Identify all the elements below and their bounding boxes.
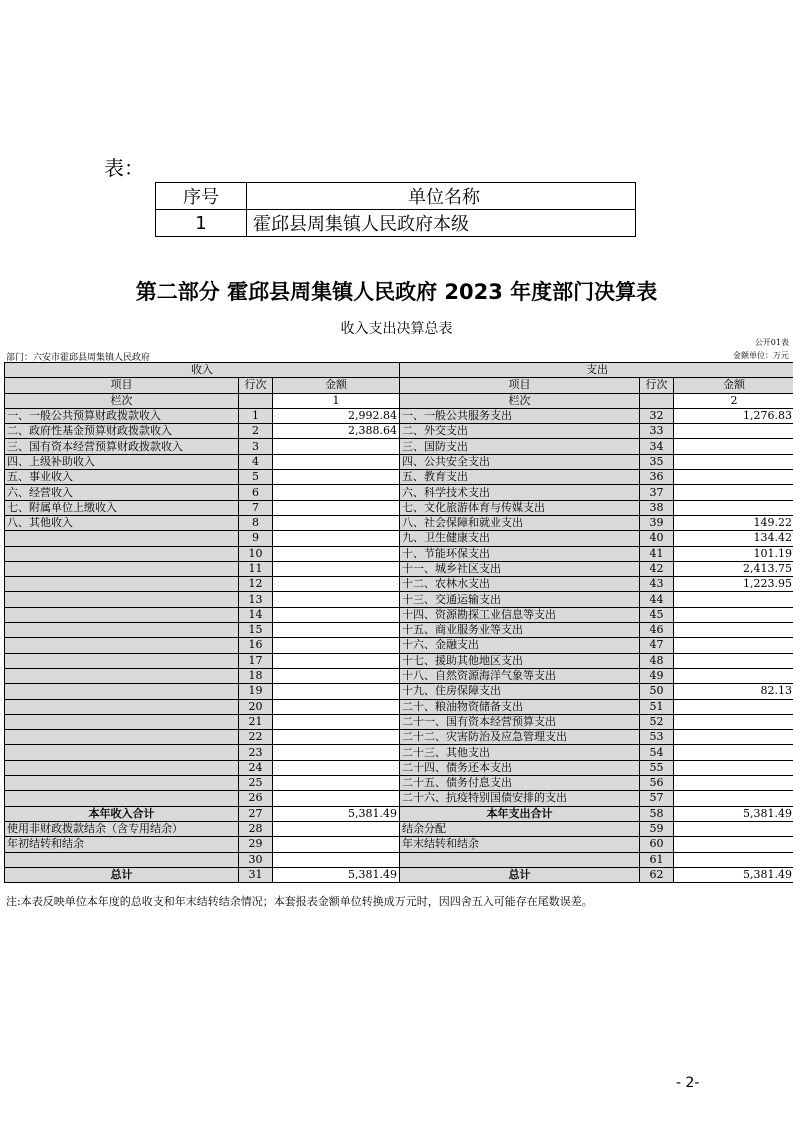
income-expense-table: [4, 362, 793, 883]
income-row-no: 27: [239, 806, 273, 821]
expense-amount: [674, 500, 793, 515]
income-row-no: 13: [239, 592, 273, 607]
section-header-row: [5, 363, 793, 378]
expense-row-no: 36: [640, 470, 674, 485]
income-item: [5, 791, 239, 806]
expense-row-no: 44: [640, 592, 674, 607]
income-row-no-header: 行次: [239, 378, 273, 393]
expense-item: 二十、粮油物资储备支出: [400, 699, 640, 714]
column-number-row: [5, 393, 793, 408]
income-amount: [273, 577, 400, 592]
income-item: 五、事业收入: [5, 470, 239, 485]
income-row-no: 17: [239, 653, 273, 668]
table-row: [5, 821, 793, 836]
expense-item: 六、科学技术支出: [400, 485, 640, 500]
expense-row-no: 45: [640, 607, 674, 622]
expense-row-no: 51: [640, 699, 674, 714]
expense-amount: [674, 668, 793, 683]
income-item: 使用非财政拨款结余（含专用结余）: [5, 821, 239, 836]
income-amount: [273, 500, 400, 515]
expense-row-no: 50: [640, 684, 674, 699]
income-amount: [273, 485, 400, 500]
expense-row-no: 41: [640, 546, 674, 561]
income-row-no: 28: [239, 821, 273, 836]
income-amount: [273, 684, 400, 699]
expense-item: 二十五、债务付息支出: [400, 776, 640, 791]
expense-amount: [674, 592, 793, 607]
expense-amount: 1,276.83: [674, 408, 793, 423]
income-row-no: 15: [239, 623, 273, 638]
income-item: [5, 730, 239, 745]
income-expense-rows: [5, 408, 793, 882]
income-row-no: 11: [239, 561, 273, 576]
expense-row-no: 55: [640, 760, 674, 775]
income-lanci-label: 栏次: [5, 393, 239, 408]
income-row-no: 10: [239, 546, 273, 561]
expense-amount: 5,381.49: [674, 867, 793, 882]
table-row: [5, 760, 793, 775]
income-amount: [273, 745, 400, 760]
income-row-no: 9: [239, 531, 273, 546]
expense-item: 二十一、国有资本经营预算支出: [400, 714, 640, 729]
expense-amount: [674, 485, 793, 500]
income-row-no: 4: [239, 454, 273, 469]
income-item: 四、上级补助收入: [5, 454, 239, 469]
table-title: 收入支出决算总表: [340, 321, 453, 337]
income-amount: 5,381.49: [273, 867, 400, 882]
expense-item: 一、一般公共服务支出: [400, 408, 640, 423]
expense-amount: [674, 439, 793, 454]
income-row-no: 8: [239, 515, 273, 530]
table-row: [5, 485, 793, 500]
department-label: 部门：六安市霍邱县周集镇人民政府: [6, 353, 151, 363]
unit-name-header: 单位名称: [247, 183, 636, 210]
income-amount: 2,992.84: [273, 408, 400, 423]
income-row-no: 7: [239, 500, 273, 515]
expense-item: 四、公共安全支出: [400, 454, 640, 469]
expense-amount: 149.22: [674, 515, 793, 530]
income-amount: [273, 561, 400, 576]
expense-item: 五、教育支出: [400, 470, 640, 485]
unit-name: 霍邱县周集镇人民政府本级: [247, 210, 636, 237]
expense-row-no: 33: [640, 424, 674, 439]
expense-row-no: 58: [640, 806, 674, 821]
unit-no: 1: [156, 210, 247, 237]
expense-amount: [674, 424, 793, 439]
expense-item: 十四、资源勘探工业信息等支出: [400, 607, 640, 622]
unit-list-header-row: [156, 183, 636, 210]
income-row-no: 19: [239, 684, 273, 699]
expense-item: 七、文化旅游体育与传媒支出: [400, 500, 640, 515]
expense-row-no: 57: [640, 791, 674, 806]
expense-row-no: 61: [640, 852, 674, 867]
table-row: [5, 577, 793, 592]
unit-no-header: 序号: [156, 183, 247, 210]
unit-list-table: [155, 182, 636, 237]
expense-lanci-label: 栏次: [400, 393, 640, 408]
income-item: [5, 623, 239, 638]
income-item: [5, 714, 239, 729]
income-item: [5, 852, 239, 867]
income-column-number: 1: [273, 393, 400, 408]
income-amount: [273, 470, 400, 485]
expense-row-no: 38: [640, 500, 674, 515]
expense-amount: 134.42: [674, 531, 793, 546]
income-amount: [273, 760, 400, 775]
expense-item: 总计: [400, 867, 640, 882]
table-row: [5, 408, 793, 423]
income-item: [5, 607, 239, 622]
income-row-no: 25: [239, 776, 273, 791]
expense-row-no-header: 行次: [640, 378, 674, 393]
table-row: [5, 638, 793, 653]
expense-row-no: 54: [640, 745, 674, 760]
income-row-no: 3: [239, 439, 273, 454]
expense-amount: [674, 607, 793, 622]
expense-row-no: 46: [640, 623, 674, 638]
table-row: [5, 607, 793, 622]
table-row: [5, 653, 793, 668]
table-row: [5, 592, 793, 607]
table-row: [5, 531, 793, 546]
income-row-no: 1: [239, 408, 273, 423]
table-row: [5, 561, 793, 576]
expense-item: 十二、农林水支出: [400, 577, 640, 592]
expense-row-no: 32: [640, 408, 674, 423]
expense-amount: [674, 714, 793, 729]
expense-amount: [674, 623, 793, 638]
expense-amount: [674, 776, 793, 791]
expense-item-header: 项目: [400, 378, 640, 393]
table-row: [5, 470, 793, 485]
income-amount: [273, 515, 400, 530]
table-intro-label: 表：: [104, 156, 144, 180]
expense-row-no: 49: [640, 668, 674, 683]
income-item: [5, 638, 239, 653]
table-row: [5, 439, 793, 454]
income-row-no: 22: [239, 730, 273, 745]
expense-amount: [674, 852, 793, 867]
expense-row-no: 56: [640, 776, 674, 791]
page-number: - 2-: [676, 1075, 700, 1091]
table-row: [5, 684, 793, 699]
income-row-no: 26: [239, 791, 273, 806]
income-item: 二、政府性基金预算财政拨款收入: [5, 424, 239, 439]
income-amount: [273, 607, 400, 622]
expense-item: 九、卫生健康支出: [400, 531, 640, 546]
income-amount: [273, 592, 400, 607]
expense-amount-header: 金额: [674, 378, 793, 393]
income-row-no: 14: [239, 607, 273, 622]
expense-amount: [674, 653, 793, 668]
income-row-no: 24: [239, 760, 273, 775]
table-row: [5, 714, 793, 729]
table-row: [5, 806, 793, 821]
income-item-header: 项目: [5, 378, 239, 393]
income-item: 年初结转和结余: [5, 837, 239, 852]
income-row-no: 29: [239, 837, 273, 852]
table-row: [5, 791, 793, 806]
expense-item: 十七、援助其他地区支出: [400, 653, 640, 668]
income-row-no: 23: [239, 745, 273, 760]
expense-row-no: 59: [640, 821, 674, 836]
income-row-no: 20: [239, 699, 273, 714]
income-item: [5, 776, 239, 791]
expense-item: 结余分配: [400, 821, 640, 836]
income-item: [5, 531, 239, 546]
income-amount: [273, 791, 400, 806]
income-amount: [273, 653, 400, 668]
income-amount: [273, 714, 400, 729]
expense-item: 二、外交支出: [400, 424, 640, 439]
income-item: 三、国有资本经营预算财政拨款收入: [5, 439, 239, 454]
income-amount: [273, 852, 400, 867]
income-amount: [273, 546, 400, 561]
expense-amount: 1,223.95: [674, 577, 793, 592]
expense-row-no: 35: [640, 454, 674, 469]
expense-row-no: 62: [640, 867, 674, 882]
income-amount: [273, 454, 400, 469]
income-amount: [273, 439, 400, 454]
expense-row-no: 60: [640, 837, 674, 852]
expense-amount: [674, 470, 793, 485]
expense-item: 十五、商业服务业等支出: [400, 623, 640, 638]
income-row-no: 6: [239, 485, 273, 500]
income-item: [5, 577, 239, 592]
income-section-header: 收入: [5, 363, 400, 378]
income-row-no: 30: [239, 852, 273, 867]
income-item: [5, 561, 239, 576]
table-row: [5, 852, 793, 867]
income-row-no: 18: [239, 668, 273, 683]
table-row: [5, 424, 793, 439]
expense-row-no: 43: [640, 577, 674, 592]
expense-amount: 5,381.49: [674, 806, 793, 821]
expense-column-number: 2: [674, 393, 793, 408]
unit-list-row: [156, 210, 636, 237]
expense-lanci-blank: [640, 393, 674, 408]
expense-amount: [674, 837, 793, 852]
expense-item: 二十三、其他支出: [400, 745, 640, 760]
table-row: [5, 776, 793, 791]
expense-item: [400, 852, 640, 867]
expense-row-no: 47: [640, 638, 674, 653]
table-row: [5, 867, 793, 882]
table-row: [5, 546, 793, 561]
expense-item: 八、社会保障和就业支出: [400, 515, 640, 530]
income-item: [5, 684, 239, 699]
income-amount: [273, 531, 400, 546]
expense-section-header: 支出: [400, 363, 793, 378]
income-amount: [273, 699, 400, 714]
expense-item: 三、国防支出: [400, 439, 640, 454]
expense-row-no: 52: [640, 714, 674, 729]
income-amount: [273, 730, 400, 745]
income-amount: 2,388.64: [273, 424, 400, 439]
expense-item: 十八、自然资源海洋气象等支出: [400, 668, 640, 683]
income-item: [5, 668, 239, 683]
income-amount: [273, 837, 400, 852]
expense-item: 年末结转和结余: [400, 837, 640, 852]
expense-item: 十一、城乡社区支出: [400, 561, 640, 576]
income-row-no: 12: [239, 577, 273, 592]
footnote: 注:本表反映单位本年度的总收支和年末结转结余情况；本套报表金额单位转换成万元时，因四舍五入可能存在尾数误差。: [6, 895, 593, 908]
table-row: [5, 745, 793, 760]
expense-item: 十、节能环保支出: [400, 546, 640, 561]
expense-row-no: 48: [640, 653, 674, 668]
table-code: 公开01表: [754, 338, 789, 347]
table-row: [5, 623, 793, 638]
income-item: 一、一般公共预算财政拨款收入: [5, 408, 239, 423]
income-amount: 5,381.49: [273, 806, 400, 821]
income-amount: [273, 821, 400, 836]
income-item: 八、其他收入: [5, 515, 239, 530]
expense-row-no: 39: [640, 515, 674, 530]
expense-item: 本年支出合计: [400, 806, 640, 821]
income-row-no: 16: [239, 638, 273, 653]
income-amount: [273, 668, 400, 683]
income-amount: [273, 776, 400, 791]
expense-item: 十九、住房保障支出: [400, 684, 640, 699]
income-row-no: 21: [239, 714, 273, 729]
table-row: [5, 837, 793, 852]
income-amount-header: 金额: [273, 378, 400, 393]
expense-row-no: 37: [640, 485, 674, 500]
expense-row-no: 40: [640, 531, 674, 546]
expense-amount: [674, 745, 793, 760]
income-item: [5, 592, 239, 607]
table-row: [5, 730, 793, 745]
income-row-no: 2: [239, 424, 273, 439]
expense-amount: [674, 791, 793, 806]
expense-amount: [674, 454, 793, 469]
expense-item: 十六、金融支出: [400, 638, 640, 653]
expense-amount: 2,413.75: [674, 561, 793, 576]
expense-amount: 101.19: [674, 546, 793, 561]
part-title: 第二部分 霍邱县周集镇人民政府 2023 年度部门决算表: [135, 280, 658, 304]
expense-amount: [674, 730, 793, 745]
income-item: [5, 653, 239, 668]
income-amount: [273, 623, 400, 638]
table-row: [5, 500, 793, 515]
expense-row-no: 42: [640, 561, 674, 576]
expense-item: 二十二、灾害防治及应急管理支出: [400, 730, 640, 745]
table-row: [5, 454, 793, 469]
income-item: [5, 699, 239, 714]
expense-amount: [674, 638, 793, 653]
expense-amount: [674, 760, 793, 775]
income-lanci-blank: [239, 393, 273, 408]
expense-amount: [674, 699, 793, 714]
income-item: 总计: [5, 867, 239, 882]
expense-row-no: 34: [640, 439, 674, 454]
income-amount: [273, 638, 400, 653]
expense-item: 二十六、抗疫特别国债安排的支出: [400, 791, 640, 806]
income-item: [5, 745, 239, 760]
column-header-row: [5, 378, 793, 393]
expense-amount: 82.13: [674, 684, 793, 699]
expense-item: 十三、交通运输支出: [400, 592, 640, 607]
income-item: 本年收入合计: [5, 806, 239, 821]
income-row-no: 31: [239, 867, 273, 882]
income-item: 七、附属单位上缴收入: [5, 500, 239, 515]
table-row: [5, 668, 793, 683]
expense-row-no: 53: [640, 730, 674, 745]
expense-amount: [674, 821, 793, 836]
expense-item: 二十四、债务还本支出: [400, 760, 640, 775]
income-row-no: 5: [239, 470, 273, 485]
income-item: 六、经营收入: [5, 485, 239, 500]
table-row: [5, 515, 793, 530]
amount-unit-label: 金额单位：万元: [733, 351, 789, 360]
income-item: [5, 760, 239, 775]
table-row: [5, 699, 793, 714]
income-item: [5, 546, 239, 561]
